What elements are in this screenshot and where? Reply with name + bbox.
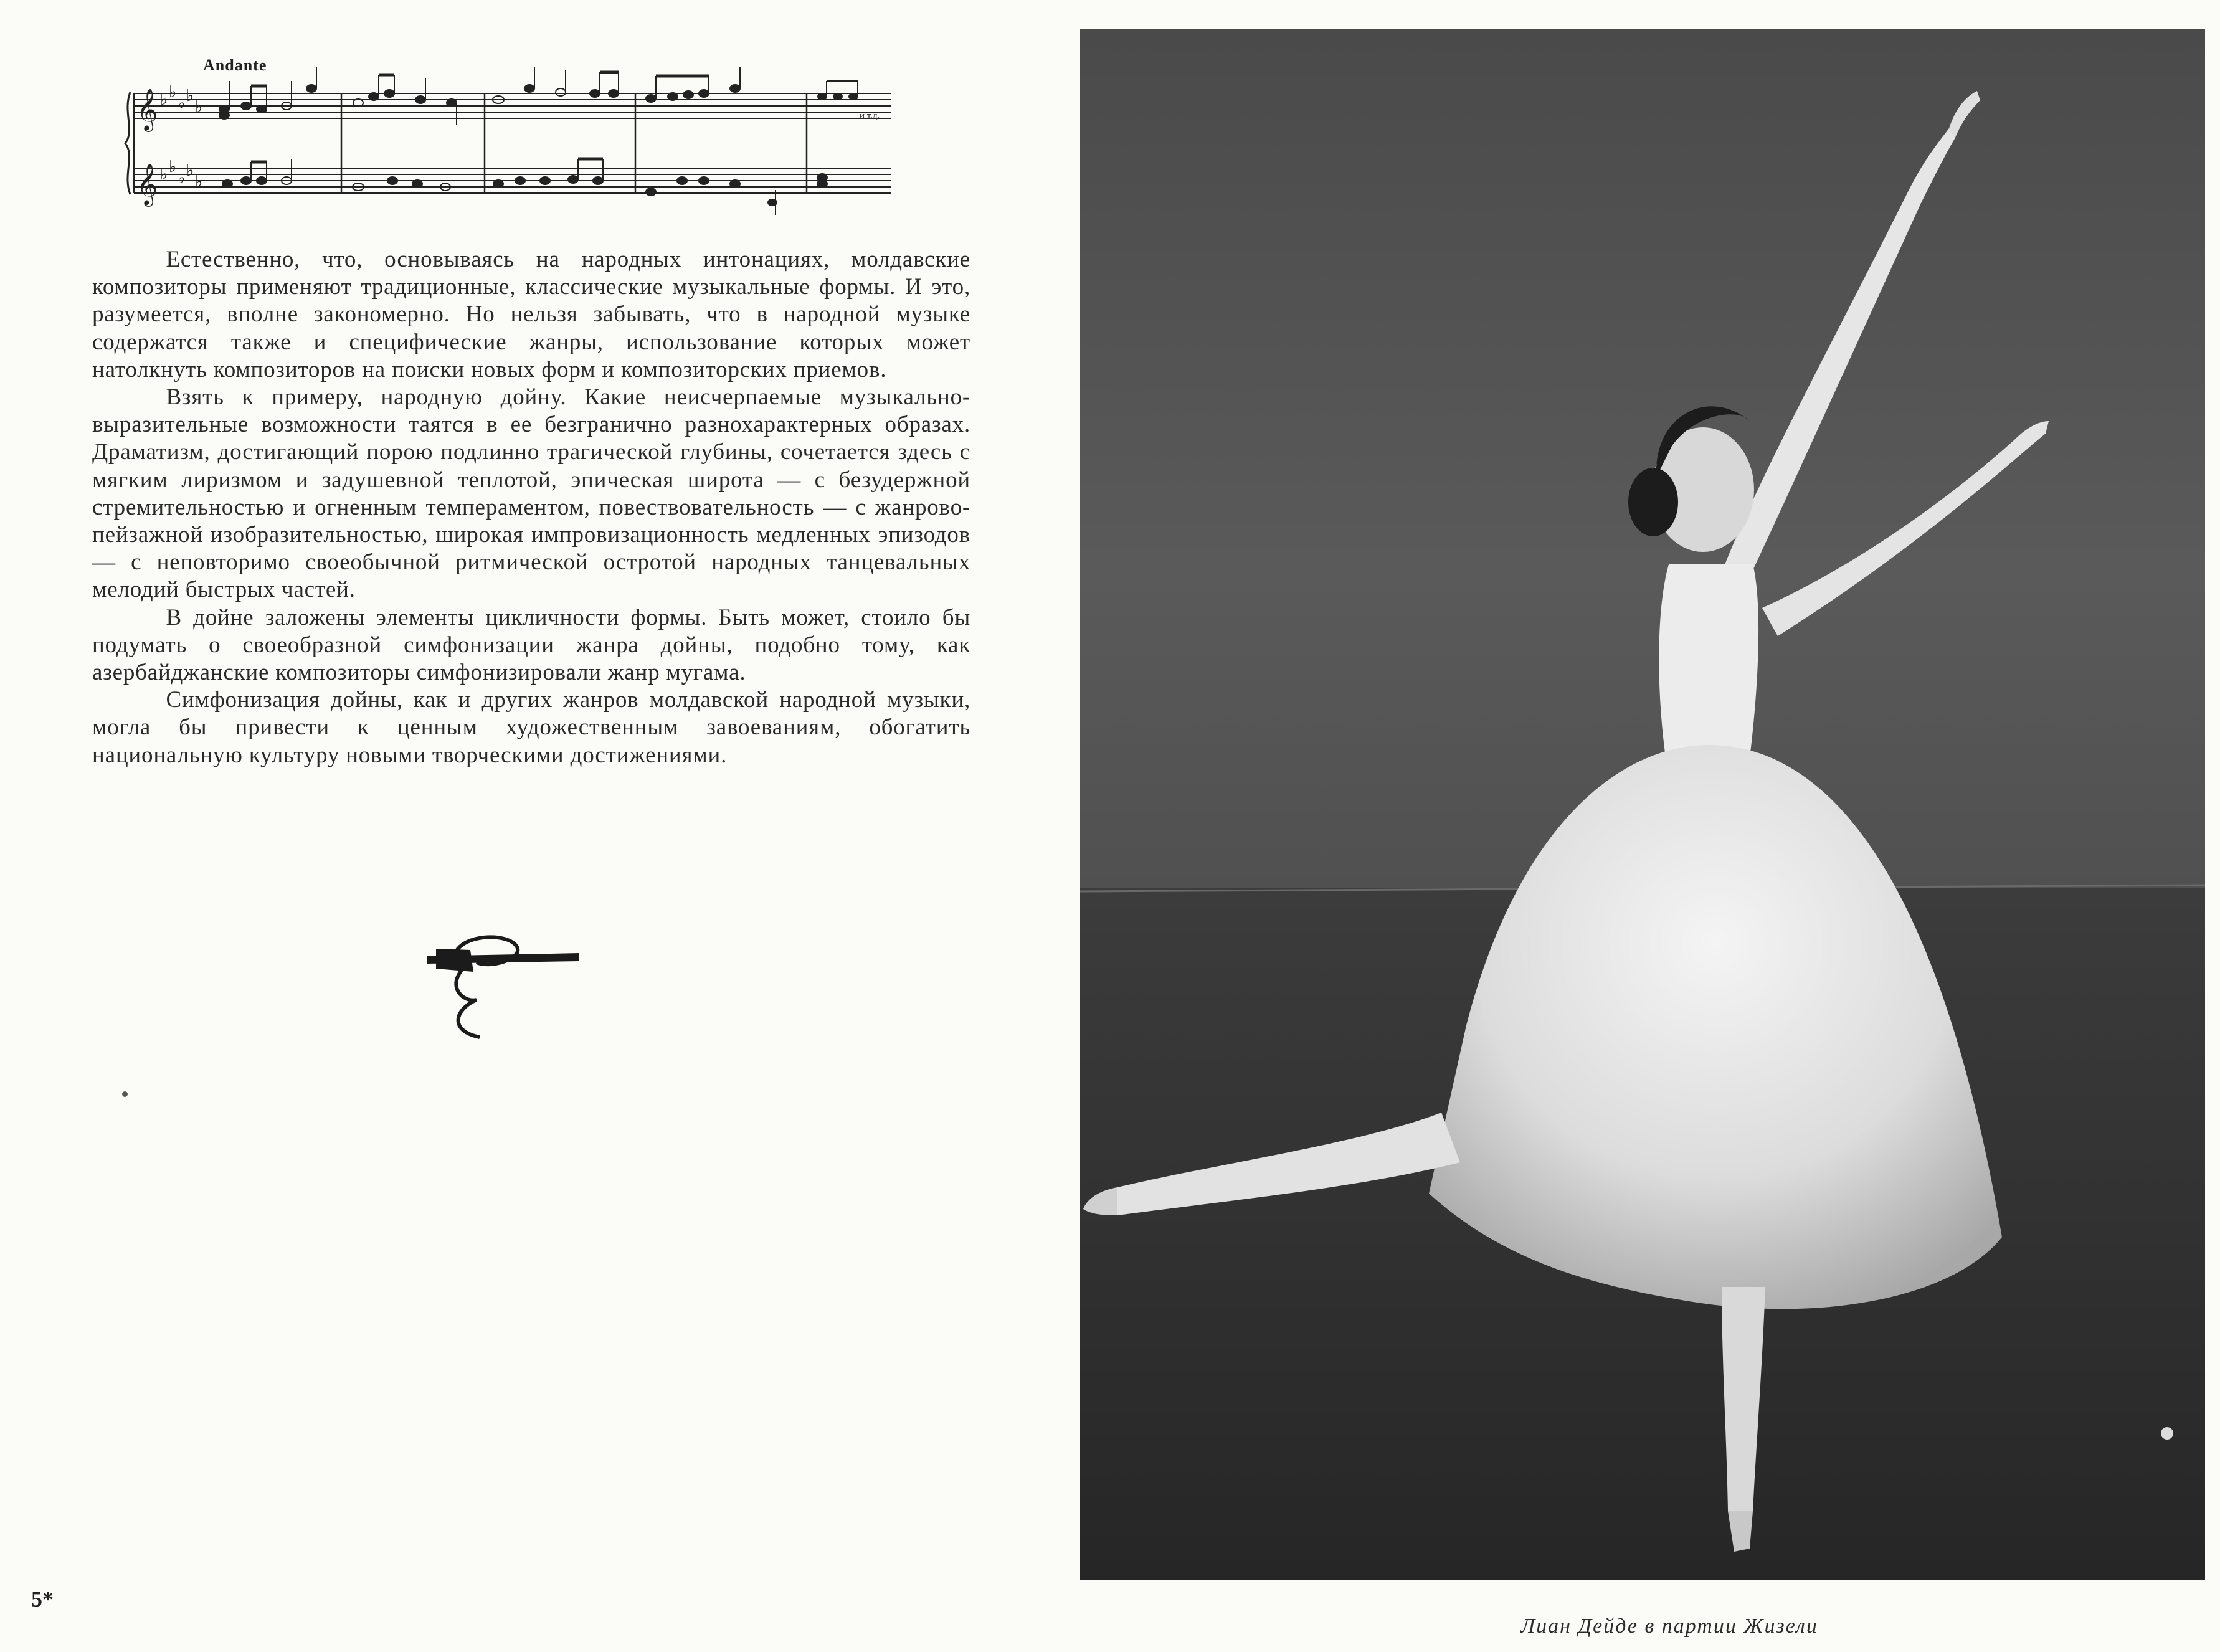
- score-end-mark: и т.д.: [860, 111, 880, 121]
- paragraph: Естественно, что, основываясь на народных интонациях, молдавские композиторы применяют традиционные, классические музыкальные формы. И это, разумеется, вполне закономерно. Но нельзя забывать, что в народной музыке содержатся также и специфические жанры, использование которых может натолкнуть композиторов на поиски новых форм и композиторских приемов.: [92, 247, 970, 382]
- ornament-flourish: [420, 931, 589, 1047]
- svg-text:♭: ♭: [178, 169, 186, 188]
- svg-text:♭: ♭: [160, 165, 168, 184]
- svg-text:♭: ♭: [195, 98, 203, 116]
- svg-text:♭: ♭: [178, 94, 186, 113]
- speck: [122, 1091, 128, 1097]
- svg-text:♭: ♭: [186, 161, 194, 180]
- left-page: [0, 0, 1071, 1652]
- printer-signature: 5*: [31, 1587, 54, 1612]
- ballerina-illustration: [1080, 29, 2205, 1580]
- svg-text:𝄞: 𝄞: [136, 88, 158, 130]
- photo-caption: Лиан Дейде в партии Жизели: [1520, 1615, 1818, 1638]
- svg-text:♭: ♭: [169, 83, 177, 102]
- paragraph: Симфонизация дойны, как и других жанров молдавской народной музыки, могла бы привести к ценным художественным завоеваниям, обогатить национальную культуру новыми творческими достижениями.: [92, 687, 970, 768]
- svg-text:𝄞: 𝄞: [136, 163, 158, 205]
- svg-text:♭: ♭: [169, 158, 177, 176]
- article-text: [92, 246, 970, 769]
- paragraph: Взять к примеру, народную дойну. Какие неисчерпаемые музыкально-выразительные возможности таятся в ее безгранично разнохарактерных образах. Драматизм, достигающий порою подлинно трагической глубины, сочетается здесь с мягким лиризмом и задушевной теплотой, эпическая широта — с безудержной стремительностью и огненным темпераментом, повествовательность — с жанрово-пейзажной изобразительностью, широкая импровизационность медленных эпизодов — с неповторимо своеобычной ритмической остротой народных танцевальных мелодий быстрых частей.: [92, 384, 970, 603]
- tempo-marking: Andante: [203, 56, 267, 74]
- svg-text:♭: ♭: [160, 90, 168, 109]
- ballerina-photo: [1080, 29, 2205, 1580]
- paragraph: В дойне заложены элементы цикличности формы. Быть может, стоило бы подумать о своеобразной симфонизации жанра дойны, подобно тому, как азербайджанские композиторы симфонизировали жанр мугама.: [92, 604, 970, 686]
- music-score: [121, 56, 906, 224]
- svg-text:♭: ♭: [195, 173, 203, 191]
- right-page: [1071, 0, 2220, 1652]
- svg-text:♭: ♭: [186, 87, 194, 105]
